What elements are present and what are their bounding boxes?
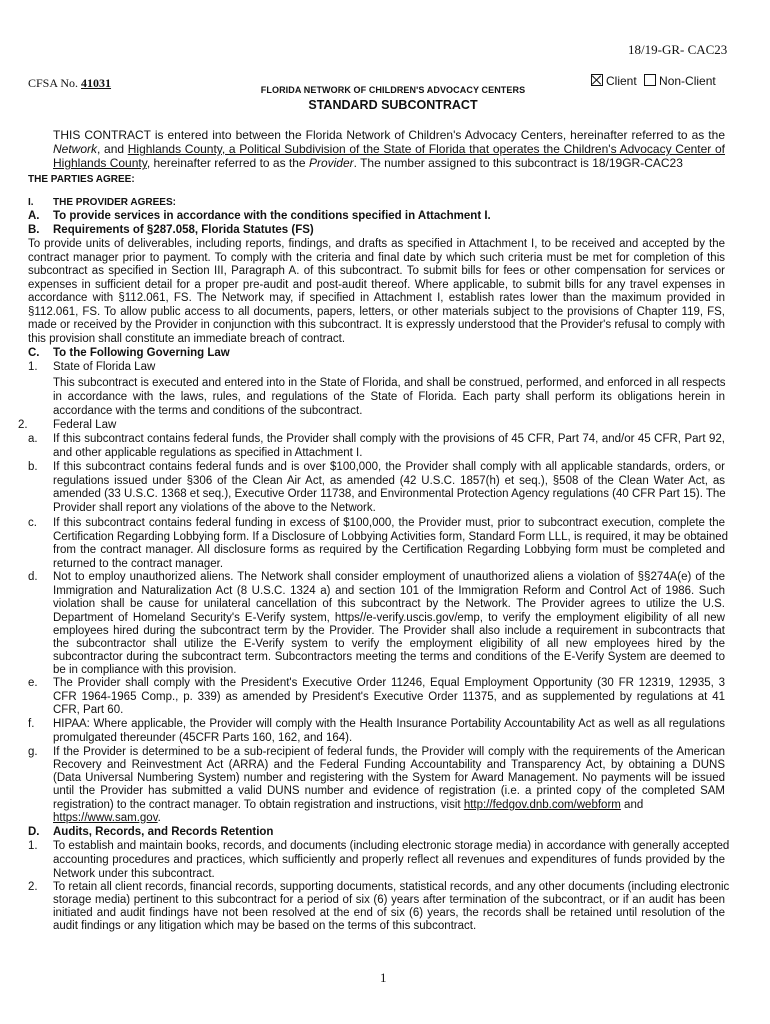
section-title: Audits, Records, and Records Retention [53,826,274,838]
clause-text: HIPAA: Where applicable, the Provider will comply with the Health Insurance Portability Accountability Act as well as all regulations [53,718,725,730]
section-number: I. [28,197,34,208]
client-type-selector [591,74,716,88]
section-title: Requirements of §287.058, Florida Statutes (FS) [53,224,314,236]
body-line: amended (33 U.S.C. 1368 et seq.), Executive Order 11738, and Environmental Protection Agency regulations (40 CFR Part 15). The [53,488,726,500]
clause-c-line [28,517,725,530]
body-line: accordance with the terms and conditions of the subcontract. [53,405,363,417]
item-title: State of Florida Law [53,361,156,373]
clause-text: If this subcontract contains federal funding in excess of $100,000, the Provider must, prior to subcontract execution, complete the [53,517,725,529]
body-line [53,799,725,812]
checkbox-checked-icon [591,74,603,86]
section-title: THE PROVIDER AGREES: [53,197,176,208]
body-line: the subcontractor shall utilize the E-Verify system to verify the employment eligibility of all new employees hired by the [53,638,725,650]
item-number: 1. [28,361,38,373]
cfsa-label: CFSA No. [28,76,82,90]
body-line: subcontractor during the subcontract term. Subcontractors meeting the terms and conditions of the E-Verify System are deemed to [53,651,725,663]
clause-letter: b. [28,461,38,473]
body-line: subcontract as specified in Section III, Paragraph A. of this subcontract. To submit bills for fees or other compensation for services or [28,265,725,277]
body-line: employees hired during the subcontract term by the Provider. The Provider shall also include a requirement in subcontracts that [53,625,725,637]
body-line: returned to the contract manager. [53,558,224,570]
body-line: audit findings or any litigation which may be based on the terms of this subcontract. [53,920,477,932]
clause-text: If this subcontract contains federal funds, the Provider shall comply with the provisions of 45 CFR, Part 74, and/or 45 CFR, Part 92, [53,433,725,445]
intro-text: , hereinafter referred to as the [146,156,309,170]
clause-letter: e. [28,677,38,689]
section-title: To provide services in accordance with the conditions specified in Attachment I. [53,210,491,222]
provider-name-part1: Highlands County, a Political Subdivision of the State of Florida that operates the Children's Advocacy Center of [127,142,725,156]
clause-a-line [28,433,725,446]
body-line: from the contract manager. All disclosure forms as required by the Certification Regarding Lobbying form must be completed and [53,544,725,556]
body-line: §112.061, FS. To allow public access to all documents, papers, letters, or other materials subject to the provisions of Chapter 119, FS, [28,305,725,318]
section-B-body [28,238,725,346]
body-text: and [620,799,644,811]
clause-letter: a. [28,433,38,445]
clause-b-line [28,461,725,474]
clause-g-line [28,746,725,759]
body-line: storage media) pertinent to this subcontract for a period of six (6) years after termination of the subcontract, or if an audit has been [53,894,725,906]
body-line: To provide units of deliverables, including reports, findings, and drafts as specified in Attachment I, to be received and accepted by the [28,238,725,250]
provider-term: Provider [308,156,354,170]
title-subcontract: STANDARD SUBCONTRACT [308,98,478,112]
nonclient-checkbox[interactable] [644,74,716,88]
section-C-heading [28,347,725,360]
checkbox-empty-icon [644,74,656,86]
body-text: . [157,812,161,824]
clause-letter: f. [28,718,35,730]
section-D-heading [28,826,725,839]
clause-text: Not to employ unauthorized aliens. The Network shall consider employment of unauthorized aliens a violation of §§274A(e) of the [53,571,725,583]
body-line: (Data Universal Numbering System) number and registering with the System for Award Management. No payments will be issued [53,772,725,784]
body-line: promulgated thereunder (45CFR Parts 160, 162, and 164). [53,732,353,744]
fedgov-link[interactable]: http://fedgov.dnb.com/webform [463,799,621,811]
parties-agree-heading: THE PARTIES AGREE: [28,174,135,185]
body-line: in accordance with the laws, rules, and regulations of the State of Florida. Each party shall perform its obligations herein in [53,391,725,403]
section-letter: C. [28,347,40,359]
clause-e-line [28,677,725,690]
page-number: 1 [380,970,387,985]
intro-line-1: THIS CONTRACT is entered into between the Florida Network of Children's Advocacy Centers, hereinafter referred to as the [53,128,725,142]
item-text: To establish and maintain books, records, and documents (including electronic storage media) in accordance with generally accepted [53,840,730,852]
body-line: until the Provider has submitted a valid DUNS number and evidence of registration (i.e. a printed copy of the completed SAM [53,785,725,797]
body-line: be in compliance with this provision. [53,664,237,676]
title-organization: FLORIDA NETWORK OF CHILDREN'S ADVOCACY CENTERS [260,85,526,95]
body-line: accounting procedures and practices, which sufficiently and properly reflect all revenues and expenditures of funds provided by the [53,854,725,866]
network-term: Network [53,142,98,156]
body-line: Certification Regarding Lobbying form. If a Disclosure of Lobbying Activities form, Standard Form LLL, is required, it may be obtained [53,531,729,543]
clause-text: If this subcontract contains federal funds and is over $100,000, the Provider shall comply with all applicable standards, orders, or [53,461,725,473]
section-title: To the Following Governing Law [53,347,230,359]
section-I-heading [28,196,725,209]
body-line: Immigration and Naturalization Act (8 U.S.C. 1324 a) and section 101 of the Immigration Reform and Control Act of 1986. Such [53,585,725,597]
body-line: violation shall be cause for unilateral cancellation of this subcontract by the Network. The Provider agrees to utilize the U.S. [53,598,725,610]
item-text: To retain all client records, financial records, supporting documents, statistical records, and any other documents (including electronic [53,881,730,893]
body-text: registration) to the contract manager. To obtain registration and instructions, visit [53,799,464,811]
body-line: Provider shall report any violations of the above to the Network. [53,502,376,514]
intro-text: , and [97,142,128,156]
body-line: Recovery and Reinvestment Act (ARRA) and the Federal Funding Accountability and Transparency Act, by obtaining a DUNS [53,759,725,771]
item-number: 1. [28,840,38,852]
section-letter: A. [28,210,40,222]
clause-text: If the Provider is determined to be a sub-recipient of federal funds, the Provider will comply with the requirements of the American [53,746,725,758]
nonclient-label: Non-Client [659,74,716,88]
item-number: 2. [28,881,38,893]
clause-letter: g. [28,746,38,758]
body-line: contract manager prior to payment. To comply with the criteria and final date by which such criteria must be met for completion of this [28,251,725,264]
body-line: initiated and audit findings have not been resolved at the end of six (6) years, the records shall be retained until resolution of the [53,907,725,919]
item-1-heading [28,361,725,374]
client-checkbox[interactable] [591,74,637,88]
client-label: Client [606,74,637,88]
body-line: Network under this subcontract. [53,868,215,880]
cfsa-number: 41031 [81,76,112,90]
body-line: this provision shall constitute an immediate breach of contract. [28,332,346,345]
clause-letter: d. [28,571,38,583]
item-d1-line [28,840,730,853]
section-A-heading [28,210,725,223]
body-line: CFR, Part 60. [53,704,124,716]
provider-name-part2: Highlands County [53,156,147,170]
body-line: made or received by the Provider in conjunction with this subcontract. It is expressly understood that the Provider's refusal to comply with [28,319,725,331]
body-line: accordance with §112.061, FS. The Network may, if specified in Attachment I, establish rates lower than the maximum provided in [28,292,725,304]
intro-text: . The number assigned to this subcontract is 18/19GR-CAC23 [353,156,683,170]
clause-d-line [28,571,725,584]
section-B-heading [28,224,725,237]
item-title: Federal Law [53,419,117,431]
body-line: CFR 1964-1965 Comp., p. 339) as amended by President's Executive Order 11375, and as supplemented by regulations at 41 [53,691,725,703]
intro-line-3 [53,156,725,170]
body-line: This subcontract is executed and entered into in the State of Florida, and shall be construed, performed, and enforced in all respects [53,377,726,389]
body-line [53,812,725,825]
clause-text: The Provider shall comply with the President's Executive Order 11246, Equal Employment Opportunity (30 FR 12319, 12935, 3 [53,677,725,689]
sam-gov-link[interactable]: https://www.sam.gov [53,812,158,824]
section-letter: B. [28,224,40,236]
body-line: expenses in sufficient detail for a proper pre-audit and post-audit thereof. Where applicable, to submit bills for any travel expenses in [28,278,725,291]
item-2-heading [18,419,725,432]
item-number: 2. [18,419,28,431]
intro-line-2 [53,142,725,156]
section-letter: D. [28,826,40,838]
clause-letter: c. [28,517,37,529]
body-line: Department of Homeland Security's E-Verify system, https//e-verify.uscis.gov/emp, to verify the employment eligibility of all new [53,612,725,624]
document-title [258,85,528,113]
body-line: regulations issued under §306 of the Clean Air Act, as amended (42 U.S.C. 1857(h) et seq.), §508 of the Clean Water Act, as [53,475,725,487]
document-id: 18/19-GR- CAC23 [628,42,728,57]
item-d2-line [28,881,730,894]
clause-f-line [28,718,725,731]
cfsa-number-line [28,76,111,91]
body-line: and other applicable regulations as specified in Attachment I. [53,447,363,459]
